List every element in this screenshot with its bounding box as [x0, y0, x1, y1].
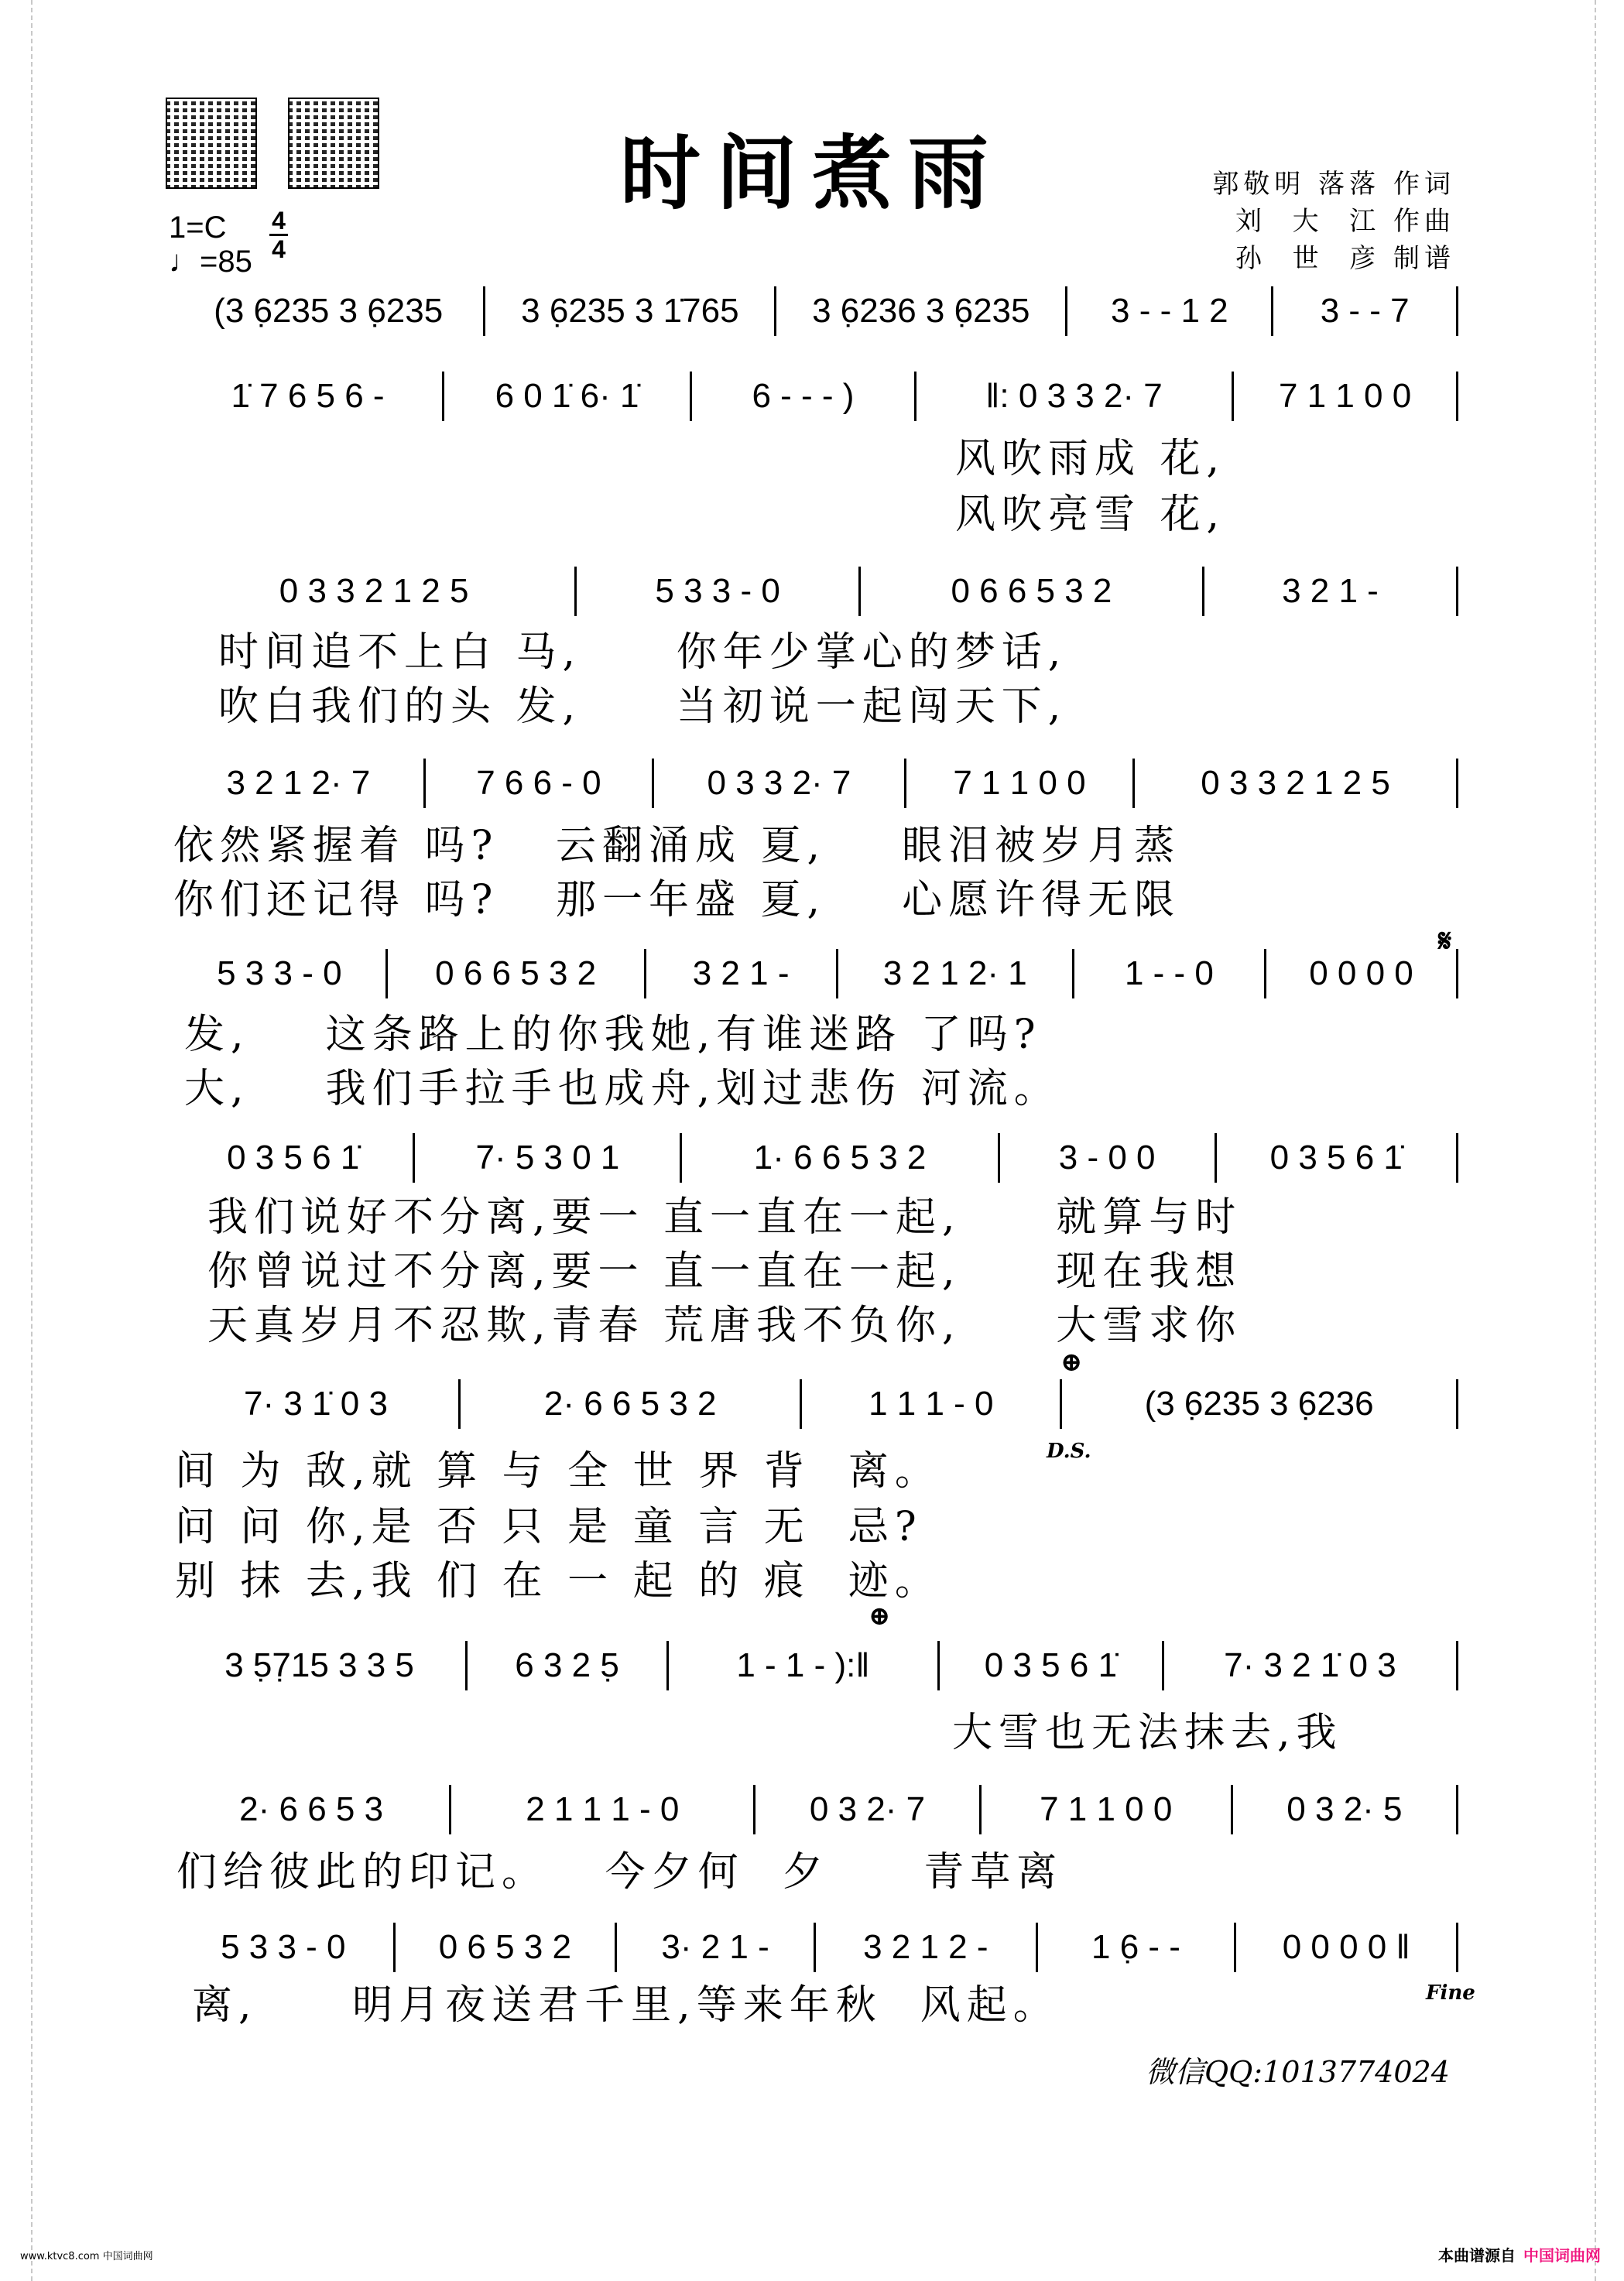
lyric-line: 问 问 你,是 否 只 是 童 言 无 忌? [175, 1504, 923, 1550]
measure: 7· 3 2 1̇ 0 3 [1164, 1641, 1458, 1690]
measure: 1 - 1 - ):‖ [669, 1641, 940, 1690]
lyric-line: 大雪也无法抹去,我 [952, 1710, 1343, 1756]
lyric-line: 吹白我们的头 发, 当初说一起闯天下, [218, 683, 1067, 730]
tempo: ♩=85 [169, 245, 252, 279]
measure: 0 6 5 3 2 [396, 1923, 618, 1972]
coda-mark-2: ⊕ [869, 1601, 891, 1632]
measure: 3 2 1 2· 1 [838, 949, 1074, 998]
measure: 5 3 3 - 0 [577, 567, 861, 616]
measure: 3 2 1 - [646, 949, 838, 998]
lyric-line: 大, 我们手拉手也成舟,划过悲伤 河流。 [184, 1066, 1060, 1112]
measure: 1· 6 6 5 3 2 [682, 1133, 999, 1183]
footer-site: www.ktvc8.com 中国词曲网 [20, 2251, 153, 2262]
system-9 [173, 1785, 1458, 1896]
measure: 7 1 1 0 0 [982, 1785, 1233, 1834]
measure: (3 6̣235 3 6̣235 [173, 286, 485, 336]
lyric-line: 别 抹 去,我 们 在 一 起 的 痕 迹。 [175, 1558, 941, 1605]
measure: 5 3 3 - 0 [173, 949, 388, 998]
time-signature-bottom: 4 [272, 235, 286, 263]
left-watermark-border [31, 0, 33, 2281]
measure: 3 - - 7 [1273, 286, 1458, 336]
measure: 0 3 2· 7 [755, 1785, 981, 1834]
measure: 1 - - 0 [1074, 949, 1266, 998]
measure: 7 6 6 - 0 [426, 759, 654, 808]
system-5 [173, 949, 1458, 1112]
system-3 [173, 567, 1458, 730]
lyric-line: 间 为 敌,就 算 与 全 世 界 背 离。 [175, 1448, 941, 1495]
wechat-qq-contact: 微信QQ:1013774024 [1146, 2055, 1450, 2089]
measure: 7 1 1 0 0 [1234, 372, 1458, 421]
measure: 6 0 1̇ 6· 1̇ [444, 372, 692, 421]
notation-row [173, 1641, 1458, 1690]
lyric-line: 时间追不上白 马, 你年少掌心的梦话, [218, 629, 1067, 676]
measure: 3 2 1 - [1204, 567, 1458, 616]
measure: 1 1 1 - 0 [802, 1379, 1062, 1429]
measure: 1 6̣ - - [1038, 1923, 1237, 1972]
lyric-line: 风吹亮雪 花, [955, 491, 1226, 538]
right-watermark-border [1595, 0, 1596, 2281]
measure: 5 3 3 - 0 [173, 1923, 396, 1972]
measure: 0 3 5 6 1̇ [173, 1133, 415, 1183]
measure: 2 1 1 1 - 0 [451, 1785, 755, 1834]
notation-row [173, 1133, 1458, 1183]
measure: 0 0 0 0 ‖ [1236, 1923, 1458, 1972]
notation-row [173, 286, 1458, 336]
system-8 [173, 1641, 1458, 1756]
measure: 6 3 2 5̣ [468, 1641, 669, 1690]
measure: 0 3 3 2 1 2 5 [1135, 759, 1458, 808]
credit-composer: 刘 大 江 作曲 [1235, 206, 1455, 237]
measure: 7· 3 1̇ 0 3 [173, 1379, 461, 1429]
measure: 3 6̣236 3 6̣235 [776, 286, 1067, 336]
lyric-line: 发, 这条路上的你我她,有谁迷路 了吗? [184, 1012, 1042, 1058]
measure: 0 3 3 2 1 2 5 [173, 567, 577, 616]
key-tempo [169, 211, 252, 279]
measure: 3 - 0 0 [1000, 1133, 1217, 1183]
measure: 0 3 3 2· 7 [654, 759, 906, 808]
measure: 0 3 5 6 1̇ [940, 1641, 1164, 1690]
lyric-line: 依然紧握着 吗? 云翻涌成 夏, 眼泪被岁月蒸 [173, 823, 1181, 869]
measure: 3 - - 1 2 [1067, 286, 1273, 336]
lyric-line: 风吹雨成 花, [955, 436, 1226, 482]
lyric-line: 离, 明月夜送君千里,等来年秋 风起。 [192, 1982, 1060, 2029]
key-signature: 1=C [169, 211, 227, 245]
measure: 3 2 1 2· 7 [173, 759, 426, 808]
notation-row [173, 567, 1458, 616]
system-4 [173, 759, 1458, 923]
footer-brand: 中国词曲网 [1523, 2246, 1601, 2265]
credit-arranger: 孙 世 彦 制谱 [1235, 243, 1455, 274]
measure: 0 3 5 6 1̇ [1217, 1133, 1458, 1183]
measure: 2· 6 6 5 3 [173, 1785, 451, 1834]
measure: 2· 6 6 5 3 2 [461, 1379, 802, 1429]
notation-row [173, 1923, 1458, 1972]
measure: 0 6 6 5 3 2 [388, 949, 646, 998]
lyric-line: 们给彼此的印记。 今夕何 夕 青草离 [176, 1849, 1064, 1896]
system-1 [173, 286, 1458, 336]
notation-row [173, 372, 1458, 421]
measure: 0 3 2· 5 [1233, 1785, 1458, 1834]
notation-row [173, 759, 1458, 808]
time-signature [269, 209, 288, 261]
ds-mark: D.S. [1047, 1440, 1091, 1463]
measure: 0 6 6 5 3 2 [861, 567, 1204, 616]
measure: 0 0 0 0 [1266, 949, 1458, 998]
segno-mark: 𝄋 [1438, 923, 1452, 959]
measure: ‖: 0 3 3 2· 7 [916, 372, 1234, 421]
lyric-line: 你们还记得 吗? 那一年盛 夏, 心愿许得无限 [173, 877, 1181, 923]
lyric-line: 你曾说过不分离,要一 直一直在一起, 现在我想 [207, 1248, 1242, 1295]
fine-mark: Fine [1426, 1981, 1475, 2005]
notation-row [173, 1785, 1458, 1834]
measure: 3 2 1 2 - [816, 1923, 1038, 1972]
footer-source-label: 本曲谱源自 [1438, 2246, 1516, 2265]
measure: 1̇ 7 6 5 6 - [173, 372, 444, 421]
measure: 7· 5 3 0 1 [415, 1133, 682, 1183]
time-signature-top: 4 [272, 207, 286, 235]
measure: (3 6̣235 3 6̣236 [1062, 1379, 1458, 1429]
measure: 3· 2 1 - [617, 1923, 816, 1972]
system-2 [173, 372, 1458, 538]
system-6 [173, 1133, 1458, 1349]
measure: 3 5̣7̣15 3 3 5 [173, 1641, 468, 1690]
notation-row [173, 949, 1458, 998]
measure: 6 - - - ) [692, 372, 916, 421]
song-title: 时间煮雨 [619, 125, 1004, 221]
lyric-line: 天真岁月不忍欺,青春 荒唐我不负你, 大雪求你 [207, 1303, 1242, 1349]
credit-lyricist: 郭敬明 落落 作词 [1212, 169, 1455, 200]
measure: 3 6̣235 3 1̇765 [485, 286, 776, 336]
lyric-line: 我们说好不分离,要一 直一直在一起, 就算与时 [207, 1194, 1242, 1241]
measure: 7 1 1 0 0 [906, 759, 1135, 808]
footer-source [1438, 2243, 1601, 2266]
coda-mark-1: ⊕ [1060, 1347, 1083, 1378]
notation-row [173, 1379, 1458, 1429]
